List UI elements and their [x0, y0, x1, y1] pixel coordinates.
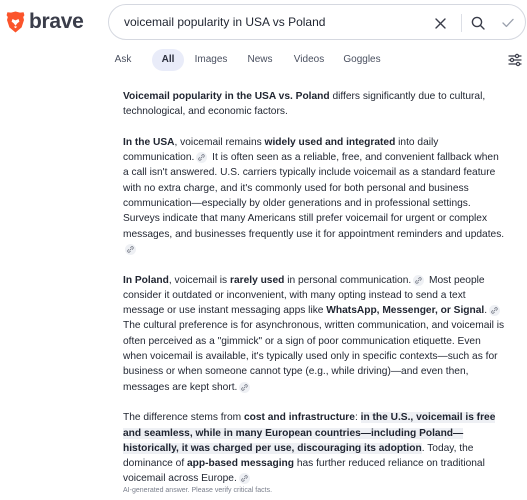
usa-text: into daily communication. [123, 136, 439, 164]
usa-text: , voicemail remains [174, 136, 265, 148]
citation-link-icon[interactable] [125, 244, 136, 255]
diff-bold-apps: app-based messaging [187, 458, 294, 470]
intro-bold: Voicemail popularity in the USA vs. Poland [123, 91, 330, 102]
tab-images[interactable]: Images [194, 54, 228, 65]
diff-highlighted-claim: in the U.S., voicemail is free and seamless, while in many European countries—including Poland—historically, it was charged per use, discouraging its adoption [123, 412, 496, 454]
diff-text: The difference stems from [123, 412, 244, 424]
usa-bold-phrase: widely used and integrated [264, 136, 396, 148]
diff-text: . Today, the dominance of [123, 442, 474, 470]
brave-logo[interactable] [6, 9, 84, 35]
diff-bold-cost: cost and infrastructure [243, 412, 355, 424]
answer-intro [123, 89, 507, 120]
answer-poland [123, 273, 507, 395]
poland-text: in personal communication. [284, 274, 412, 286]
ai-disclaimer: AI-generated answer. Please verify critical facts. [123, 487, 273, 494]
check-icon[interactable] [498, 13, 518, 33]
poland-bold-apps: WhatsApp, Messenger, or Signal [326, 305, 485, 317]
intro-text: differs significantly due to cultural, technological, and economic factors. [123, 91, 486, 118]
poland-text: Most people consider it outdated or inconvenient, with many opting instead to send a text message or use instant messaging apps like [123, 274, 485, 317]
tab-goggles[interactable]: Goggles [343, 54, 381, 65]
poland-text: . [484, 305, 488, 317]
usa-text: It is often seen as a reliable, free, and convenient fallback when a call isn't answered. U.S. carriers typically include voicemail as a standard feature with no extra charge, and it's commonly used for both personal and business communication—especially by older generations and in professional settings. Surveys indicate that many Americans still prefer voicemail for urgent or complex messages, and businesses frequently use it for appointment reminders and updates. [123, 152, 505, 240]
search-divider [461, 14, 462, 32]
usa-bold-heading: In the USA [123, 136, 175, 148]
tab-news[interactable]: News [247, 54, 273, 65]
search-icon[interactable] [468, 13, 488, 33]
tab-videos[interactable]: Videos [293, 54, 325, 65]
search-input[interactable]: voicemail popularity in USA vs Poland [124, 15, 326, 29]
citation-link-icon[interactable] [413, 275, 424, 286]
diff-text: : [354, 412, 361, 424]
settings-sliders-icon[interactable] [507, 52, 523, 68]
citation-link-icon[interactable] [239, 382, 250, 393]
close-icon[interactable] [430, 13, 450, 33]
top-bar [0, 0, 527, 44]
answer-usa [123, 135, 507, 257]
poland-bold-phrase: rarely used [229, 274, 285, 286]
search-bar[interactable] [108, 4, 526, 40]
brave-lion-icon [6, 11, 25, 33]
citation-link-icon[interactable] [196, 152, 207, 163]
ai-answer [123, 89, 507, 500]
tab-all[interactable]: All [152, 49, 184, 71]
tab-ask[interactable]: Ask [114, 54, 132, 65]
brave-wordmark: brave [29, 10, 84, 33]
poland-text: The cultural preference is for asynchronous, written communication, and voicemail is often perceived as a "gimmick" or a sign of poor communication etiquette. Even when voicemail is available, it's typically used only in specific contexts—such as for business or when someone cannot type (e.g., while driving)—and even then, messages are kept short. [123, 320, 505, 393]
poland-bold-heading: In Poland [123, 274, 169, 286]
answer-difference [123, 410, 507, 486]
citation-link-icon[interactable] [239, 473, 250, 484]
poland-text: , voicemail is [168, 274, 230, 286]
diff-text: has further reduced reliance on traditional voicemail across Europe. [123, 458, 485, 485]
citation-link-icon[interactable] [489, 305, 500, 316]
